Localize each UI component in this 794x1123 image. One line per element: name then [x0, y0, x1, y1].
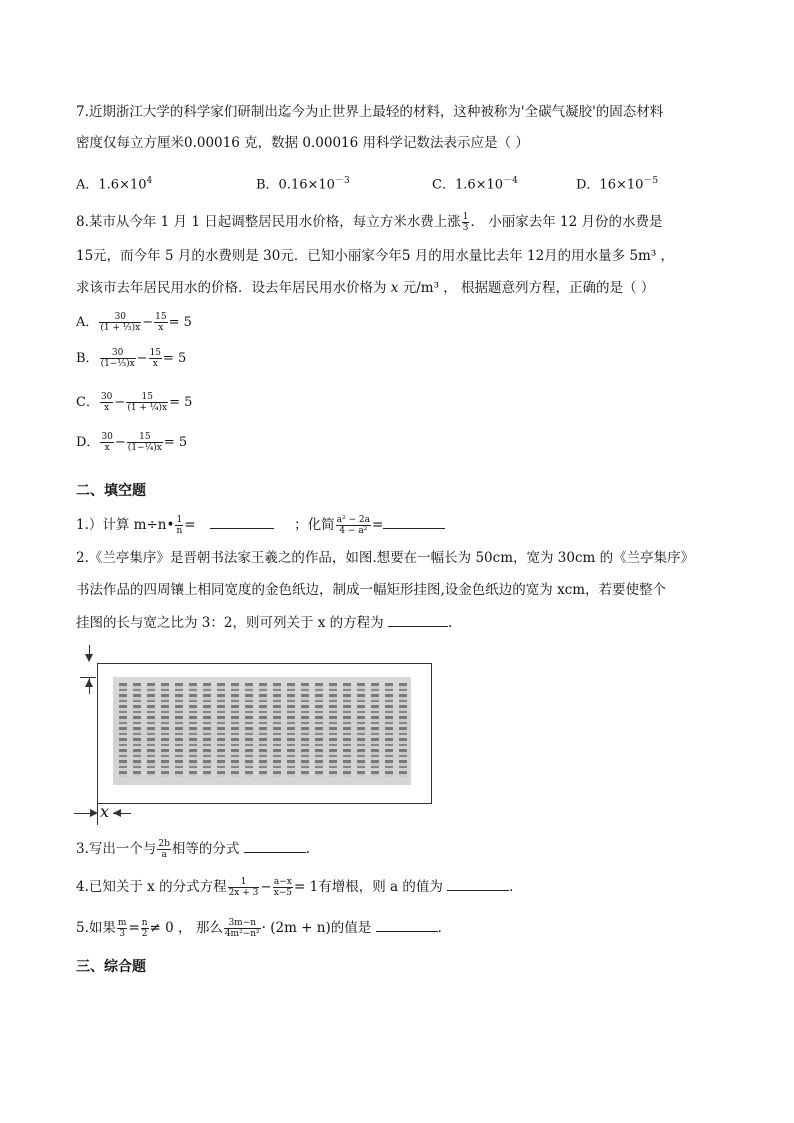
q8-option-a: A． $\frac{30}{\text{(1 + ⅓)x}}$ − $\frac{15}{x}$ = 5 — [76, 312, 192, 333]
answer-blank — [383, 514, 445, 529]
x-label: x — [100, 802, 110, 821]
section-fill-blank-heading: 二、填空题 — [76, 483, 146, 499]
f1-line: 1.）计算 m÷n• $\frac{1}{n}$ = ；化简 $\frac{\text{a² − 2a}}{\text{4 − a²}}$ = — [76, 514, 445, 536]
f2-line1: 2.《兰亭集序》是晋朝书法家王羲之的作品，如图.想要在一幅长为 50cm，宽为 30cm 的《兰亭集序》 — [76, 550, 695, 566]
q7-option-c: C．$1.6\times 10^{-4}$ — [432, 176, 518, 193]
q8-option-c: C． $\frac{30}{x}$ − $\frac{15}{\text{(1 + ¼)x}}$ = 5 — [76, 392, 193, 413]
answer-blank — [244, 838, 306, 853]
q7-option-d: D．$16\times 10^{-5}$ — [576, 176, 659, 193]
calligraphy-image — [113, 677, 411, 785]
q8-line1: 8.某市从今年 1 月 1 日起调整居民用水价格，每立方米水费上涨 $\frac{1}{3}$ ． 小丽家去年 12 月份的水费是 — [76, 212, 663, 233]
arrow-head-icon — [85, 679, 93, 687]
arrow-head-icon — [85, 654, 93, 662]
tick-line — [97, 803, 98, 825]
answer-blank — [376, 917, 438, 932]
answer-blank — [447, 876, 509, 891]
f3-line: 3.写出一个与 $\frac{2b}{a}$ 相等的分式 ． — [76, 839, 320, 860]
answer-blank — [210, 514, 274, 529]
f2-line3: 挂图的长与宽之比为 3：2，则可列关于 x 的方程为 . — [76, 612, 452, 632]
q8-line3: 求该市去年居民用水的价格．设去年居民用水价格为 x 元/m³ ， 根据题意列方程，正确的是（ ） — [76, 280, 655, 296]
tick-line — [80, 677, 96, 678]
q7-option-b: B．$0.16\times 10^{-3}$ — [256, 176, 350, 193]
section-comprehensive-heading: 三、综合题 — [76, 959, 146, 975]
q7-line2: 密度仅每立方厘米0.00016 克，数据 0.00016 用科学记数法表示应是（ ） — [76, 135, 529, 151]
answer-blank — [388, 612, 448, 627]
q8-option-d: D． $\frac{30}{x}$ − $\frac{15}{\text{(1−¼)x}}$ = 5 — [76, 432, 188, 453]
q7-option-a: A．$1.6\times 10^4$ — [76, 176, 153, 193]
arrow-left-icon — [113, 809, 121, 817]
f5-line: 5.如果 $\frac{m}{3}$ = $\frac{n}{2}$ ≠ 0 ， 那么 $\frac{3m-n}{\text{4m²−n²}}$ · (2m + n)的值是 ． — [76, 918, 452, 939]
q8-line2: 15元，而今年 5 月的水费则是 30元．已知小丽家今年5 月的用水量比去年 12月的用水量多 5m³ ， — [76, 248, 675, 264]
f4-line: 4.已知关于 x 的分式方程 $\frac{1}{2x + 3}$ − $\frac{a-x}{x-5}$ = 1有增根，则 a 的值为 ． — [76, 877, 523, 898]
f2-line2: 书法作品的四周镶上相同宽度的金色纸边，制成一幅矩形挂图,设金色纸边的宽为 xcm，若要使整个 — [76, 582, 667, 598]
q7-line1: 7.近期浙江大学的科学家们研制出迄今为止世界上最轻的材料，这种被称为'全碳气凝胶'的固态材料 — [76, 104, 664, 120]
q8-option-b: B． $\frac{30}{\text{(1−⅓)x}}$ − $\frac{15}{x}$ = 5 — [76, 348, 187, 369]
